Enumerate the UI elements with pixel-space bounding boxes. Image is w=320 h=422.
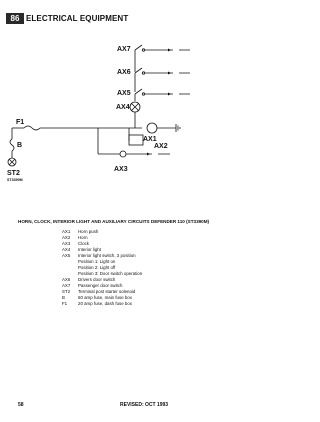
legend-code: AX2 [62,235,71,240]
ax6-contact [142,72,144,74]
section-number: 86 [6,13,24,24]
legend-code: ST2 [62,289,71,294]
ax3-clock [120,151,126,157]
legend-text: Position 2: Light off [78,265,116,270]
ax6-switch-blade [135,68,142,73]
ax2-label: AX2 [154,143,168,150]
ax3-label: AX3 [114,166,128,173]
ax1-label: AX1 [143,136,157,143]
legend-code: AX4 [62,247,71,252]
ax5-label: AX5 [117,90,131,97]
ax2-horn [129,135,143,145]
revision-date: REVISED: OCT 1993 [120,402,169,408]
legend-code: AX6 [62,277,71,282]
legend-text: Horn [78,235,88,240]
component-legend [62,229,142,307]
legend-text: Clock [78,241,89,246]
legend-text: Interior light [78,247,101,252]
ax4-label: AX4 [116,104,130,111]
diagram-reference: ST3390M [7,178,23,182]
section-title: ELECTRICAL EQUIPMENT [26,13,129,23]
ax7-switch-blade [135,45,142,50]
legend-text: Position 1: Light on [78,259,116,264]
legend-text: Position 3: Door switch operation [78,271,143,276]
page-number: 58 [18,402,24,408]
legend-code: AX5 [62,253,71,258]
diagram-caption: HORN, CLOCK, INTERIOR LIGHT AND AUXILIARY CIRCUITS DEFENDER 110 (ST3390M) [18,219,210,224]
legend-row [62,301,142,307]
ax5-switch-blade [135,89,142,94]
legend-code: F1 [62,301,68,306]
legend-text: Horn push [78,229,99,234]
legend-text: Drivers door switch [78,277,116,282]
legend-code: AX7 [62,283,71,288]
st2-label: ST2 [7,170,20,177]
ax7-contact [142,49,144,51]
legend-text: Passenger door switch [78,283,123,288]
legend-code: AX3 [62,241,71,246]
ax5-contact [142,93,144,95]
legend-text: Interior light switch, 3 position [78,253,136,258]
legend-code: B [62,295,65,300]
legend-text: Terminal post starter solenoid [78,289,136,294]
ax1-horn-push [147,123,157,133]
ax6-label: AX6 [117,69,131,76]
b-fuse-symbol [10,139,14,151]
b-label: B [17,142,23,149]
legend-text: 20 amp fuse, dash fuse box [78,301,132,306]
f1-label: F1 [16,119,25,126]
f1-fuse-symbol [24,126,40,130]
legend-code: AX1 [62,229,71,234]
legend-text: 60 amp fuse, main fuse box [78,295,132,300]
ax7-label: AX7 [117,46,131,53]
